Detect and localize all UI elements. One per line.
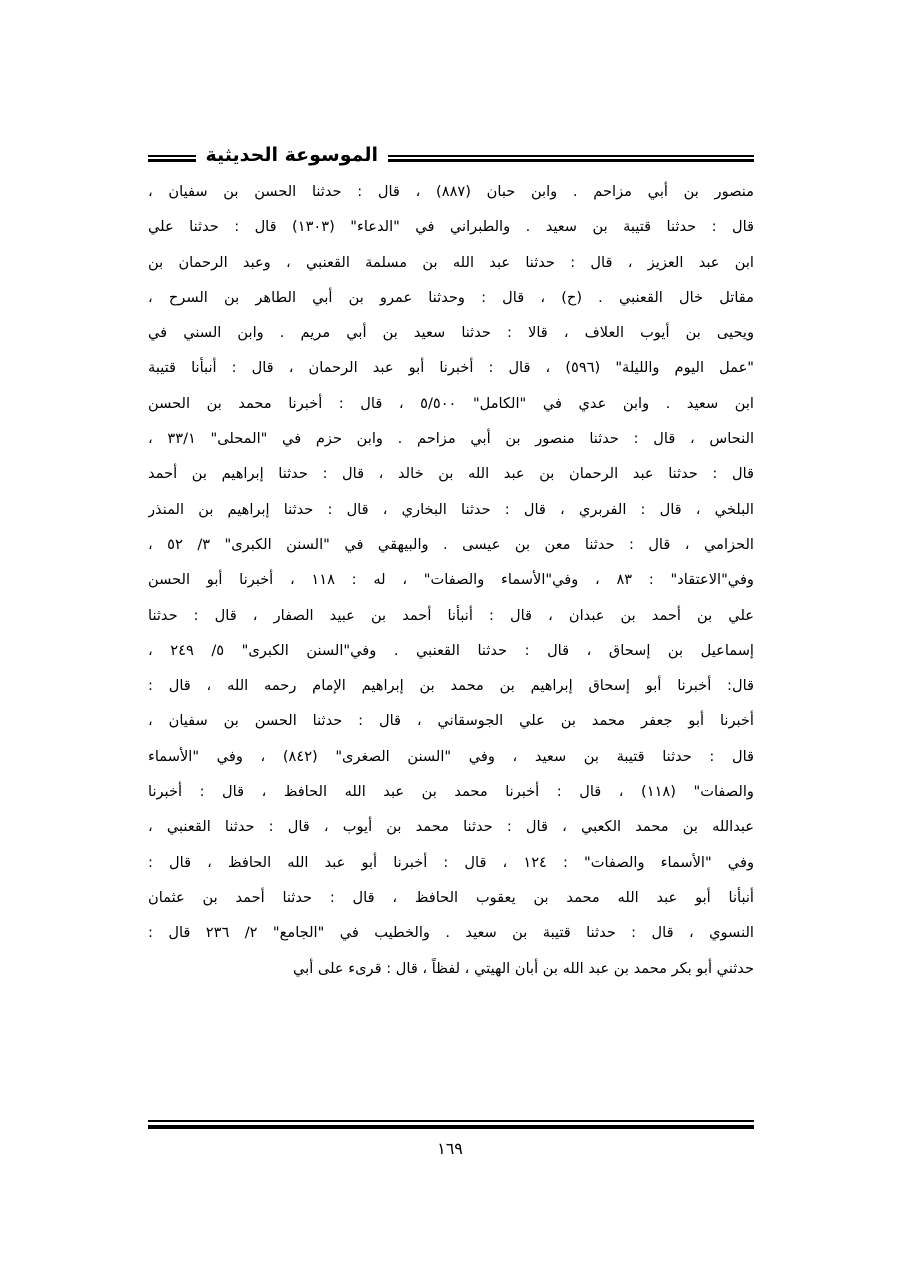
page-number: ١٦٩ xyxy=(437,1139,463,1158)
text-line: قال : حدثنا قتيبة بن سعيد . والطبراني في "الدعاء" (١٣٠٣) قال : حدثنا علي xyxy=(148,218,754,236)
text-line: وفي"الاعتقاد" : ٨٣ ، وفي"الأسماء والصفات" ، له : ١١٨ ، أخبرنا أبو الحسن xyxy=(148,571,754,589)
header-rule-left xyxy=(148,155,196,162)
text-line: أخبرنا أبو جعفر محمد بن علي الجوسقاني ، قال : حدثنا الحسن بن سفيان ، xyxy=(148,712,754,730)
text-line: "عمل اليوم والليلة" (٥٩٦) ، قال : أخبرنا أبو عبد الرحمان ، قال : أنبأنا قتيبة xyxy=(148,359,754,377)
page-header xyxy=(148,138,754,174)
text-line: حدثني أبو بكر محمد بن عبد الله بن أبان الهيتي ، لفظاً ، قال : قرىء على أبي xyxy=(293,959,754,977)
text-line: قال : حدثنا عبد الرحمان بن عبد الله بن خالد ، قال : حدثنا إبراهيم بن أحمد xyxy=(148,465,754,483)
text-line: ابن سعيد . وابن عدي في "الكامل" ٥/٥٠٠ ، قال : أخبرنا محمد بن الحسن xyxy=(148,394,754,412)
text-line: النسوي ، قال : حدثنا قتيبة بن سعيد . والخطيب في "الجامع" ٢/ ٢٣٦ قال : xyxy=(148,924,754,942)
text-line: عبدالله بن محمد الكعبي ، قال : حدثنا محمد بن أيوب ، قال : حدثنا القعنبي ، xyxy=(148,818,754,836)
text-line: علي بن أحمد بن عبدان ، قال : أنبأنا أحمد بن عبيد الصفار ، قال : حدثنا xyxy=(148,606,754,624)
text-line: ويحيى بن أيوب العلاف ، قالا : حدثنا سعيد بن أبي مريم . وابن السني في xyxy=(148,324,754,342)
text-line: قال : حدثنا قتيبة بن سعيد ، وفي "السنن الصغرى" (٨٤٢) ، وفي "الأسماء xyxy=(148,747,754,765)
footer-rule xyxy=(148,1120,754,1129)
text-line: منصور بن أبي مزاحم . وابن حبان (٨٨٧) ، قال : حدثنا الحسن بن سفيان ، xyxy=(148,183,754,200)
text-line: أنبأنا أبو عبد الله محمد بن يعقوب الحافظ ، قال : حدثنا أحمد بن عثمان xyxy=(148,888,754,906)
text-line: قال: أخبرنا أبو إسحاق إبراهيم بن محمد بن إبراهيم الإمام رحمه الله ، قال : xyxy=(148,677,754,695)
text-line: وفي "الأسماء والصفات" : ١٢٤ ، قال : أخبرنا أبو عبد الله الحافظ ، قال : xyxy=(148,853,754,871)
text-line: النحاس ، قال : حدثنا منصور بن أبي مزاحم . وابن حزم في "المحلى" ٣٣/١ ، xyxy=(148,430,754,448)
text-line: ابن عبد العزيز ، قال : حدثنا عبد الله بن مسلمة القعنبي ، وعبد الرحمان بن xyxy=(148,253,754,271)
text-line: مقاتل خال القعنبي . (ح) ، قال : وحدثنا عمرو بن أبي الطاهر بن السرح ، xyxy=(148,288,754,306)
text-line: إسماعيل بن إسحاق ، قال : حدثنا القعنبي . وفي"السنن الكبرى" ٥/ ٢٤٩ ، xyxy=(148,641,754,659)
text-line: البلخي ، قال : الفربري ، قال : حدثنا البخاري ، قال : حدثنا إبراهيم بن المنذر xyxy=(148,500,754,518)
text-line: الحزامي ، قال : حدثنا معن بن عيسى . والبيهقي في "السنن الكبرى" ٣/ ٥٢ ، xyxy=(148,535,754,553)
page-title: الموسوعة الحديثية xyxy=(205,144,378,166)
text-line: والصفات" (١١٨) ، قال : أخبرنا محمد بن عبد الله الحافظ ، قال : أخبرنا xyxy=(148,783,754,801)
header-rule-right xyxy=(388,155,754,162)
body-text xyxy=(148,174,754,986)
